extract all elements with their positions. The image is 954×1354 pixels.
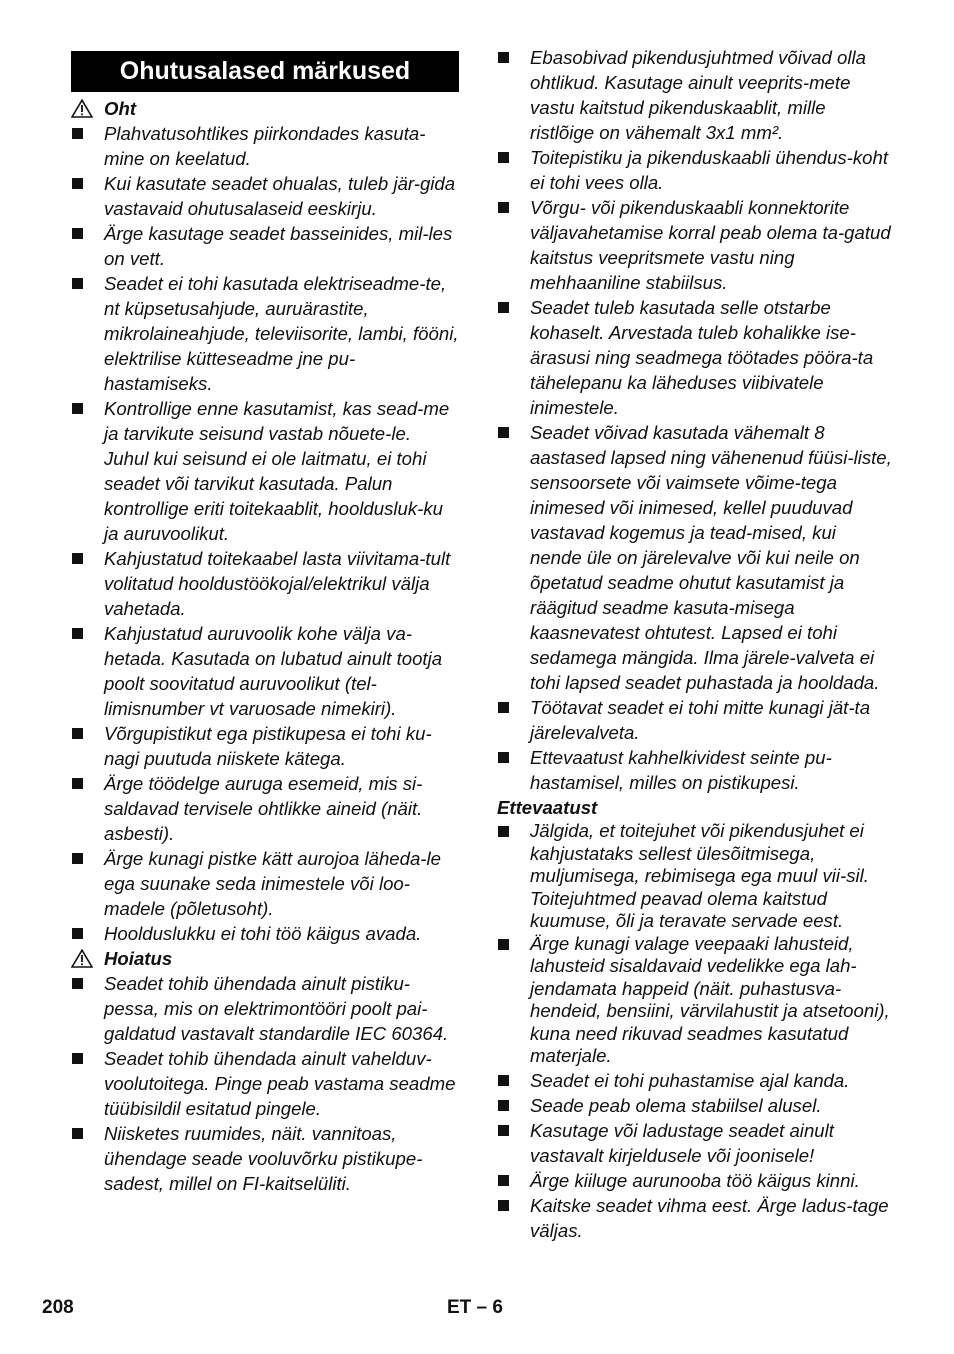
list-item-text: Seade peab olema stabiilsel alusel. xyxy=(530,1094,822,1116)
list-item xyxy=(497,820,892,933)
list-item-text: Ärge kunagi pistke kätt aurojoa läheda-le ega suunake seda inimestele või loo-madele (põletusoht). xyxy=(104,848,441,919)
square-bullet-icon xyxy=(72,978,83,989)
square-bullet-icon xyxy=(72,128,83,139)
page-reference: ET – 6 xyxy=(447,1297,503,1318)
square-bullet-icon xyxy=(498,752,509,763)
list-item-text: Ärge töödelge auruga esemeid, mis si-saldavad tervisele ohtlikke aineid (näit. asbesti). xyxy=(104,773,423,844)
square-bullet-icon xyxy=(72,778,83,789)
list-item xyxy=(497,695,892,745)
list-item-text: Võrgupistikut ega pistikupesa ei tohi ku-nagi puutuda niiskete kätega. xyxy=(104,723,432,769)
list-item xyxy=(497,145,892,195)
list-item xyxy=(497,195,892,295)
list-item-text: Võrgu- või pikenduskaabli konnektorite väljavahetamise korral peab olema ta-gatud kaitstus veepritsmete vastu ning mehhaaniline stabiilsus. xyxy=(530,197,891,293)
square-bullet-icon xyxy=(72,853,83,864)
square-bullet-icon xyxy=(498,152,509,163)
square-bullet-icon xyxy=(72,403,83,414)
list-item-text: Seadet võivad kasutada vähemalt 8 aastased lapsed ning vähenenud füüsi-liste, sensoorsete või vaimsete võime-tega inimesed või inimesed, kellel puuduvad vastavad kogemus ja tead-mised, kui nende üle on järelevalve või kui neile on õpetatud seadme ohutut kasutamist ja räägitud seadme kasuta-misega kaasnevatest ohtutest. Lapsed ei tohi sedamega mängida. Ilma järele-valveta ei tohi lapsed seadet puhastada ja hooldada. xyxy=(530,422,892,693)
list-item xyxy=(71,771,459,846)
list-item-text: Kahjustatud auruvoolik kohe välja va-hetada. Kasutada on lubatud ainult tootja poolt soovitatud auruvoolikut (tel-limisnumber vt varuosade nimekiri). xyxy=(104,623,443,719)
list-item xyxy=(71,971,459,1046)
caution-label: Ettevaatust xyxy=(497,797,598,818)
warning-triangle-icon xyxy=(71,99,93,118)
list-item-text: Niisketes ruumides, näit. vannitoas, ühendage seade vooluvõrku pistikupe-sadest, millel on FI-kaitselüliti. xyxy=(104,1123,423,1194)
list-item-text: Kui kasutate seadet ohualas, tuleb jär-gida vastavaid ohutusalaseid eeskirju. xyxy=(104,173,456,219)
list-item xyxy=(497,1168,892,1193)
danger-heading xyxy=(71,96,459,121)
square-bullet-icon xyxy=(498,1075,509,1086)
list-item xyxy=(71,1046,459,1121)
list-item-text: Ärge kasutage seadet basseinides, mil-les on vett. xyxy=(104,223,453,269)
list-item xyxy=(497,745,892,795)
list-item-text: Jälgida, et toitejuhet või pikendusjuhet ei kahjustataks sellest ülesõitmisega, muljumisega, rebimisega ega muul vii-sil. Toitejuhtmed peavad olema kaitstud kuumuse, õli ja teravate servade eest. xyxy=(530,820,869,931)
list-item-text: Toitepistiku ja pikenduskaabli ühendus-koht ei tohi vees olla. xyxy=(530,147,888,193)
square-bullet-icon xyxy=(72,628,83,639)
list-item-text: Ebasobivad pikendusjuhtmed võivad olla ohtlikud. Kasutage ainult veeprits-mete vastu kaitstud pikenduskaablit, mille ristlõige on vähemalt 3x1 mm². xyxy=(530,47,866,143)
page-number: 208 xyxy=(42,1297,74,1318)
list-item-text: Seadet ei tohi puhastamise ajal kanda. xyxy=(530,1069,850,1091)
list-item xyxy=(497,1193,892,1243)
list-item-text: Plahvatusohtlikes piirkondades kasuta-mine on keelatud. xyxy=(104,123,426,169)
list-item xyxy=(497,1118,892,1168)
list-item-text: Seadet tohib ühendada ainult vahelduv-voolutoitega. Pinge peab vastama seadme tüübisildil esitatud pingele. xyxy=(104,1048,456,1119)
list-item xyxy=(71,1121,459,1196)
list-item xyxy=(71,271,459,396)
list-item-text: Kontrollige enne kasutamist, kas sead-me ja tarvikute seisund vastab nõuete-le. Juhul kui seisund ei ole laitmatu, ei tohi seadet või tarvikut kasutada. Palun kontrollige eriti toitekaablit, hooldusluk-ku ja auruvoolikut. xyxy=(104,398,450,544)
list-item xyxy=(497,45,892,145)
warning-label: Hoiatus xyxy=(104,948,173,969)
list-item xyxy=(71,546,459,621)
square-bullet-icon xyxy=(72,1128,83,1139)
list-item-text: Seadet tuleb kasutada selle otstarbe kohaselt. Arvestada tuleb kohalikke ise-ärasusi ning seadmega töötades pööra-ta tähelepanu ka läheduses viibivatele inimestele. xyxy=(530,297,874,418)
warning-heading xyxy=(71,946,459,971)
square-bullet-icon xyxy=(498,1175,509,1186)
square-bullet-icon xyxy=(72,553,83,564)
warning-list xyxy=(71,971,459,1196)
list-item xyxy=(71,721,459,771)
list-item-text: Kahjustatud toitekaabel lasta viivitama-tult volitatud hooldustöökojal/elektrikul välja vahetada. xyxy=(104,548,451,619)
square-bullet-icon xyxy=(498,1125,509,1136)
list-item xyxy=(497,420,892,695)
square-bullet-icon xyxy=(498,1200,509,1211)
list-item xyxy=(497,933,892,1068)
square-bullet-icon xyxy=(72,928,83,939)
square-bullet-icon xyxy=(72,228,83,239)
list-item-text: Ärge kiiluge aurunooba töö käigus kinni. xyxy=(530,1169,860,1191)
danger-list xyxy=(71,121,459,946)
list-item xyxy=(497,295,892,420)
list-item-text: Kasutage või ladustage seadet ainult vastavalt kirjeldusele või joonisele! xyxy=(530,1119,834,1166)
danger-label: Oht xyxy=(104,98,137,119)
list-item xyxy=(71,846,459,921)
left-column xyxy=(71,51,459,1196)
list-item xyxy=(71,221,459,271)
list-item xyxy=(497,1093,892,1118)
caution-list xyxy=(497,820,892,1243)
square-bullet-icon xyxy=(72,278,83,289)
list-item-text: Seadet tohib ühendada ainult pistiku-pessa, mis on elektrimontööri poolt pai-galdatud vastavalt standardile IEC 60364. xyxy=(104,973,449,1044)
list-item xyxy=(497,1068,892,1093)
list-item-text: Kaitske seadet vihma eest. Ärge ladus-tage väljas. xyxy=(530,1194,889,1241)
square-bullet-icon xyxy=(498,52,509,63)
square-bullet-icon xyxy=(498,202,509,213)
list-item-text: Ettevaatust kahhelkividest seinte pu-hastamisel, milles on pistikupesi. xyxy=(530,747,832,793)
list-item xyxy=(71,171,459,221)
list-item-text: Ärge kunagi valage veepaaki lahusteid, lahusteid sisaldavaid vedelikke ega lah-jendamata happeid (näit. puhastusva-hendeid, bensiini, värvilahustit ja atsetooni), kuna need rikuvad seadmes kasutatud materjale. xyxy=(530,932,890,1066)
list-item-text: Töötavat seadet ei tohi mitte kunagi jät-ta järelevalveta. xyxy=(530,697,871,743)
square-bullet-icon xyxy=(72,178,83,189)
square-bullet-icon xyxy=(498,1100,509,1111)
square-bullet-icon xyxy=(498,702,509,713)
square-bullet-icon xyxy=(498,427,509,438)
list-item xyxy=(71,921,459,946)
square-bullet-icon xyxy=(498,826,509,837)
square-bullet-icon xyxy=(498,302,509,313)
list-item-text: Hoolduslukku ei tohi töö käigus avada. xyxy=(104,923,422,944)
section-title: Ohutusalased märkused xyxy=(71,51,459,92)
list-item xyxy=(71,396,459,546)
list-item-text: Seadet ei tohi kasutada elektriseadme-te, nt küpsetusahjude, auruärastite, mikrolaineahjude, televiisorite, lambi, fööni, elektrilise kütteseadme jne pu-hastamiseks. xyxy=(104,273,459,394)
right-top-list xyxy=(497,45,892,795)
square-bullet-icon xyxy=(72,728,83,739)
square-bullet-icon xyxy=(72,1053,83,1064)
list-item xyxy=(71,121,459,171)
list-item xyxy=(71,621,459,721)
right-column xyxy=(497,45,892,1243)
warning-triangle-icon xyxy=(71,949,93,968)
square-bullet-icon xyxy=(498,939,509,950)
